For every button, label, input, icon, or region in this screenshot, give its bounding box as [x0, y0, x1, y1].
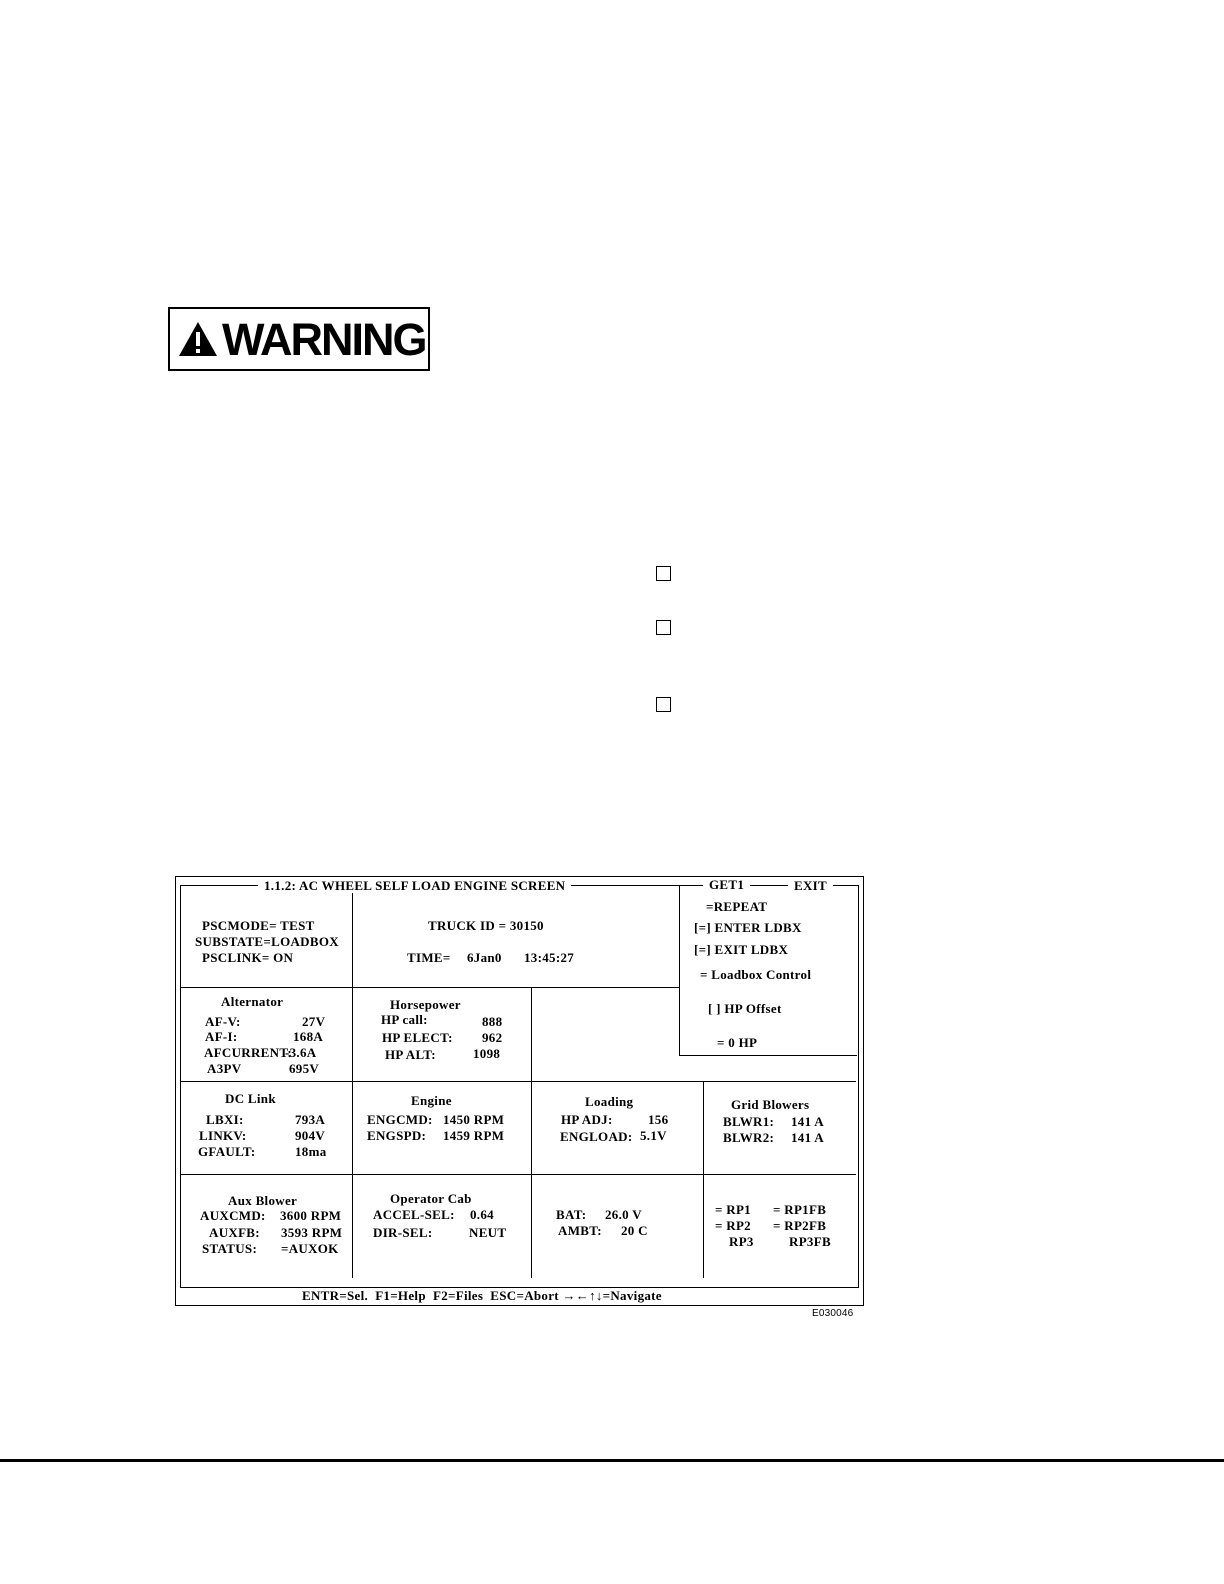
hp-label-2: HP ELECT: — [382, 1030, 453, 1045]
dc-label-2: LINKV: — [199, 1128, 247, 1143]
relay-b-1: = RP1FB — [773, 1202, 827, 1217]
alt-value-1: 27V — [302, 1014, 326, 1029]
time-label: TIME= — [407, 950, 451, 965]
cab-value-2: NEUT — [469, 1225, 507, 1240]
loading-value-1: 156 — [648, 1112, 669, 1127]
loading-value-2: 5.1V — [640, 1128, 667, 1143]
loading-title: Loading — [585, 1094, 634, 1109]
alt-value-2: 168A — [293, 1029, 324, 1044]
warning-label — [168, 307, 430, 371]
blwr-label-2: BLWR2: — [723, 1130, 775, 1145]
engine-title: Engine — [411, 1093, 452, 1108]
cab-label-1: ACCEL-SEL: — [373, 1207, 455, 1222]
relay-a-2: = RP2 — [715, 1218, 751, 1233]
relay-b-3: RP3FB — [789, 1234, 831, 1249]
aux-value-2: 3593 RPM — [281, 1225, 343, 1240]
bat-label: BAT: — [556, 1207, 587, 1222]
time-clock: 13:45:27 — [524, 950, 575, 965]
footer-rule — [0, 1459, 1224, 1462]
hp-value-2: 962 — [482, 1030, 503, 1045]
loading-label-2: ENGLOAD: — [560, 1129, 633, 1144]
status-psclink: PSCLINK= ON — [202, 950, 294, 965]
dc-value-1: 793A — [295, 1112, 326, 1127]
aux-label-3: STATUS: — [202, 1241, 258, 1256]
ambt-value: 20 C — [621, 1223, 648, 1238]
checkbox-1[interactable] — [656, 566, 671, 581]
menu-hp-value: = 0 HP — [717, 1035, 758, 1050]
alt-value-3: -3.6A — [285, 1045, 317, 1060]
warning-triangle-icon — [178, 321, 218, 357]
alt-label-2: AF-I: — [205, 1029, 238, 1044]
aux-blower-title: Aux Blower — [228, 1193, 298, 1208]
time-date: 6Jan0 — [467, 950, 502, 965]
dc-value-2: 904V — [295, 1128, 326, 1143]
warning-text: WARNING — [222, 314, 426, 365]
aux-label-2: AUXFB: — [209, 1225, 260, 1240]
menu-hp-offset[interactable]: [ ] HP Offset — [708, 1001, 782, 1016]
alt-label-1: AF-V: — [205, 1014, 241, 1029]
alt-value-4: 695V — [289, 1061, 320, 1076]
menu-repeat[interactable]: =REPEAT — [706, 899, 768, 914]
aux-value-1: 3600 RPM — [280, 1208, 342, 1223]
alt-label-4: A3PV — [207, 1061, 242, 1076]
alt-label-3: AFCURRENT: — [204, 1045, 292, 1060]
relay-a-3: RP3 — [729, 1234, 754, 1249]
dc-label-1: LBXI: — [206, 1112, 244, 1127]
menu-exit-ldbx[interactable]: [=] EXIT LDBX — [694, 942, 789, 957]
horsepower-title: Horsepower — [390, 997, 461, 1012]
menu-get[interactable]: GET1 — [703, 877, 750, 892]
hp-value-1: 888 — [482, 1014, 503, 1029]
checkbox-2[interactable] — [656, 620, 671, 635]
screen-title: 1.1.2: AC WHEEL SELF LOAD ENGINE SCREEN — [258, 878, 571, 893]
blwr-value-1: 141 A — [791, 1114, 824, 1129]
operator-cab-title: Operator Cab — [390, 1191, 472, 1206]
status-substate: SUBSTATE=LOADBOX — [195, 934, 339, 949]
dc-value-3: 18ma — [295, 1144, 327, 1159]
aux-label-1: AUXCMD: — [200, 1208, 266, 1223]
hp-value-3: 1098 — [473, 1046, 501, 1061]
relay-b-2: = RP2FB — [773, 1218, 827, 1233]
cab-label-2: DIR-SEL: — [373, 1225, 433, 1240]
engine-value-1: 1450 RPM — [443, 1112, 505, 1127]
hp-label-3: HP ALT: — [385, 1047, 436, 1062]
alternator-title: Alternator — [221, 994, 284, 1009]
grid-blowers-title: Grid Blowers — [731, 1097, 810, 1112]
engine-screen-figure — [175, 876, 864, 1306]
relay-a-1: = RP1 — [715, 1202, 751, 1217]
hp-label-1: HP call: — [381, 1012, 428, 1027]
bat-value: 26.0 V — [605, 1207, 642, 1222]
key-help-bar: ENTR=Sel. F1=Help F2=Files ESC=Abort →←↑↓=Navigate — [302, 1288, 662, 1303]
menu-loadbox-control[interactable]: = Loadbox Control — [700, 967, 812, 982]
cab-value-1: 0.64 — [470, 1207, 494, 1222]
loading-label-1: HP ADJ: — [561, 1112, 613, 1127]
ambt-label: AMBT: — [558, 1223, 602, 1238]
dc-link-title: DC Link — [225, 1091, 276, 1106]
figure-id: E030046 — [812, 1308, 854, 1319]
truck-id: TRUCK ID = 30150 — [428, 918, 544, 933]
engine-label-2: ENGSPD: — [367, 1128, 427, 1143]
menu-enter-ldbx[interactable]: [=] ENTER LDBX — [694, 920, 802, 935]
checkbox-3[interactable] — [656, 697, 671, 712]
dc-label-3: GFAULT: — [198, 1144, 256, 1159]
engine-label-1: ENGCMD: — [367, 1112, 433, 1127]
menu-exit[interactable]: EXIT — [788, 878, 833, 893]
engine-value-2: 1459 RPM — [443, 1128, 505, 1143]
blwr-value-2: 141 A — [791, 1130, 824, 1145]
aux-value-3: =AUXOK — [281, 1241, 339, 1256]
blwr-label-1: BLWR1: — [723, 1114, 775, 1129]
status-pscmode: PSCMODE= TEST — [202, 918, 315, 933]
